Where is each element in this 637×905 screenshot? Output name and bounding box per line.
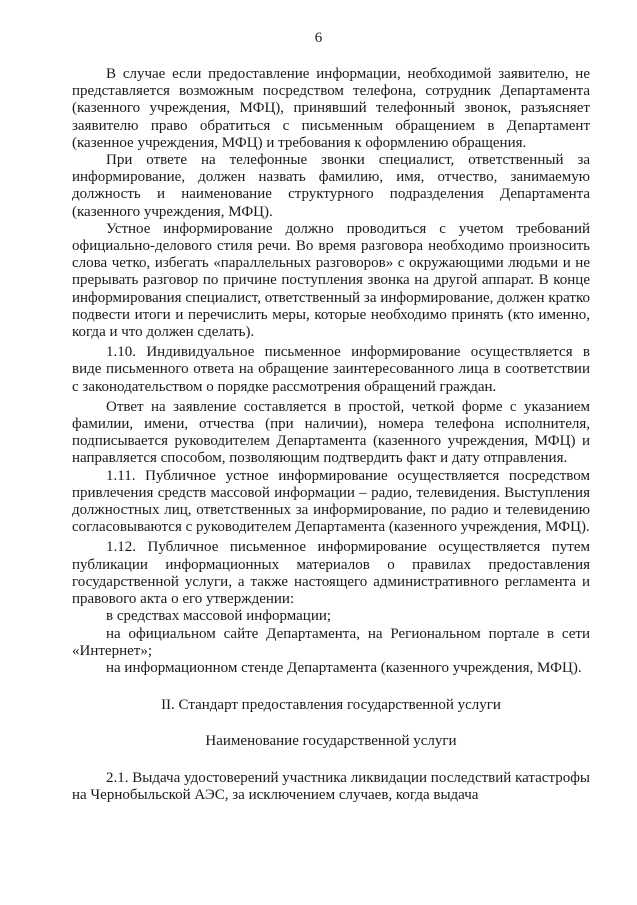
paragraph-oral-informing: Устное информирование должно проводиться с учетом требований официально-делового стиля речи. Во время разговора необходимо произносить слова четко, избегать «параллельных разговоров» с окружающими людьми и не прерывать разговор по причине поступления звонка на другой аппарат. В конце информирования специалист, ответственный за информирование, должен кратко подвести итоги и перечислить меры, которые необходимо принять (кто именно, когда и что должен сделать).: [72, 220, 590, 341]
paragraph-answer-form: Ответ на заявление составляется в простой, четкой форме с указанием фамилии, имени, отчества (при наличии), номера телефона исполнителя, подписывается руководителем Департамента (казенного учреждения, МФЦ) и направляется способом, позволяющим подтвердить факт и дату отправления.: [72, 398, 590, 467]
paragraph-phone-answer: При ответе на телефонные звонки специалист, ответственный за информирование, должен назвать фамилию, имя, отчество, занимаемую должность и наименование структурного подразделения Департамента (казенного учреждения, МФЦ).: [72, 152, 590, 220]
list-item-official-site: на официальном сайте Департамента, на Региональном портале в сети «Интернет»;: [72, 625, 590, 659]
section-title: II. Стандарт предоставления государственной услуги: [161, 697, 501, 714]
document-body: [72, 66, 590, 804]
list-item-info-stand: на информационном стенде Департамента (казенного учреждения, МФЦ).: [106, 659, 582, 676]
subsection-title: Наименование государственной услуги: [205, 733, 457, 750]
paragraph-1-10: 1.10. Индивидуальное письменное информирование осуществляется в виде письменного ответа на обращение заинтересованного лица в соответствии с законодательством о порядке рассмотрения обращений граждан.: [72, 344, 590, 395]
page-number: 6: [314, 30, 323, 46]
list-item-mass-media: в средствах массовой информации;: [106, 608, 332, 625]
paragraph-1-11: 1.11. Публичное устное информирование осуществляется посредством привлечения средств массовой информации – радио, телевидения. Выступления должностных лиц, ответственных за информирование, по радио и телевидению согласовываются с руководителем Департамента (казенного учреждения, МФЦ).: [72, 467, 590, 536]
paragraph-1-12: 1.12. Публичное письменное информирование осуществляется путем публикации информационных материалов о правилах предоставления государственной услуги, а также настоящего административного регламента и правового акта о его утверждении:: [72, 539, 590, 608]
paragraph-phone-unavailable: В случае если предоставление информации, необходимой заявителю, не представляется возможным посредством телефона, сотрудник Департамента (казенного учреждения, МФЦ), принявший телефонный звонок, разъясняет заявителю право обратиться с письменным обращением в Департамент (казенное учреждения, МФЦ) и требования к оформлению обращения.: [72, 66, 590, 151]
paragraph-2-1: 2.1. Выдача удостоверений участника ликвидации последствий катастрофы на Чернобыльской АЭС, за исключением случаев, когда выдача: [72, 769, 590, 803]
